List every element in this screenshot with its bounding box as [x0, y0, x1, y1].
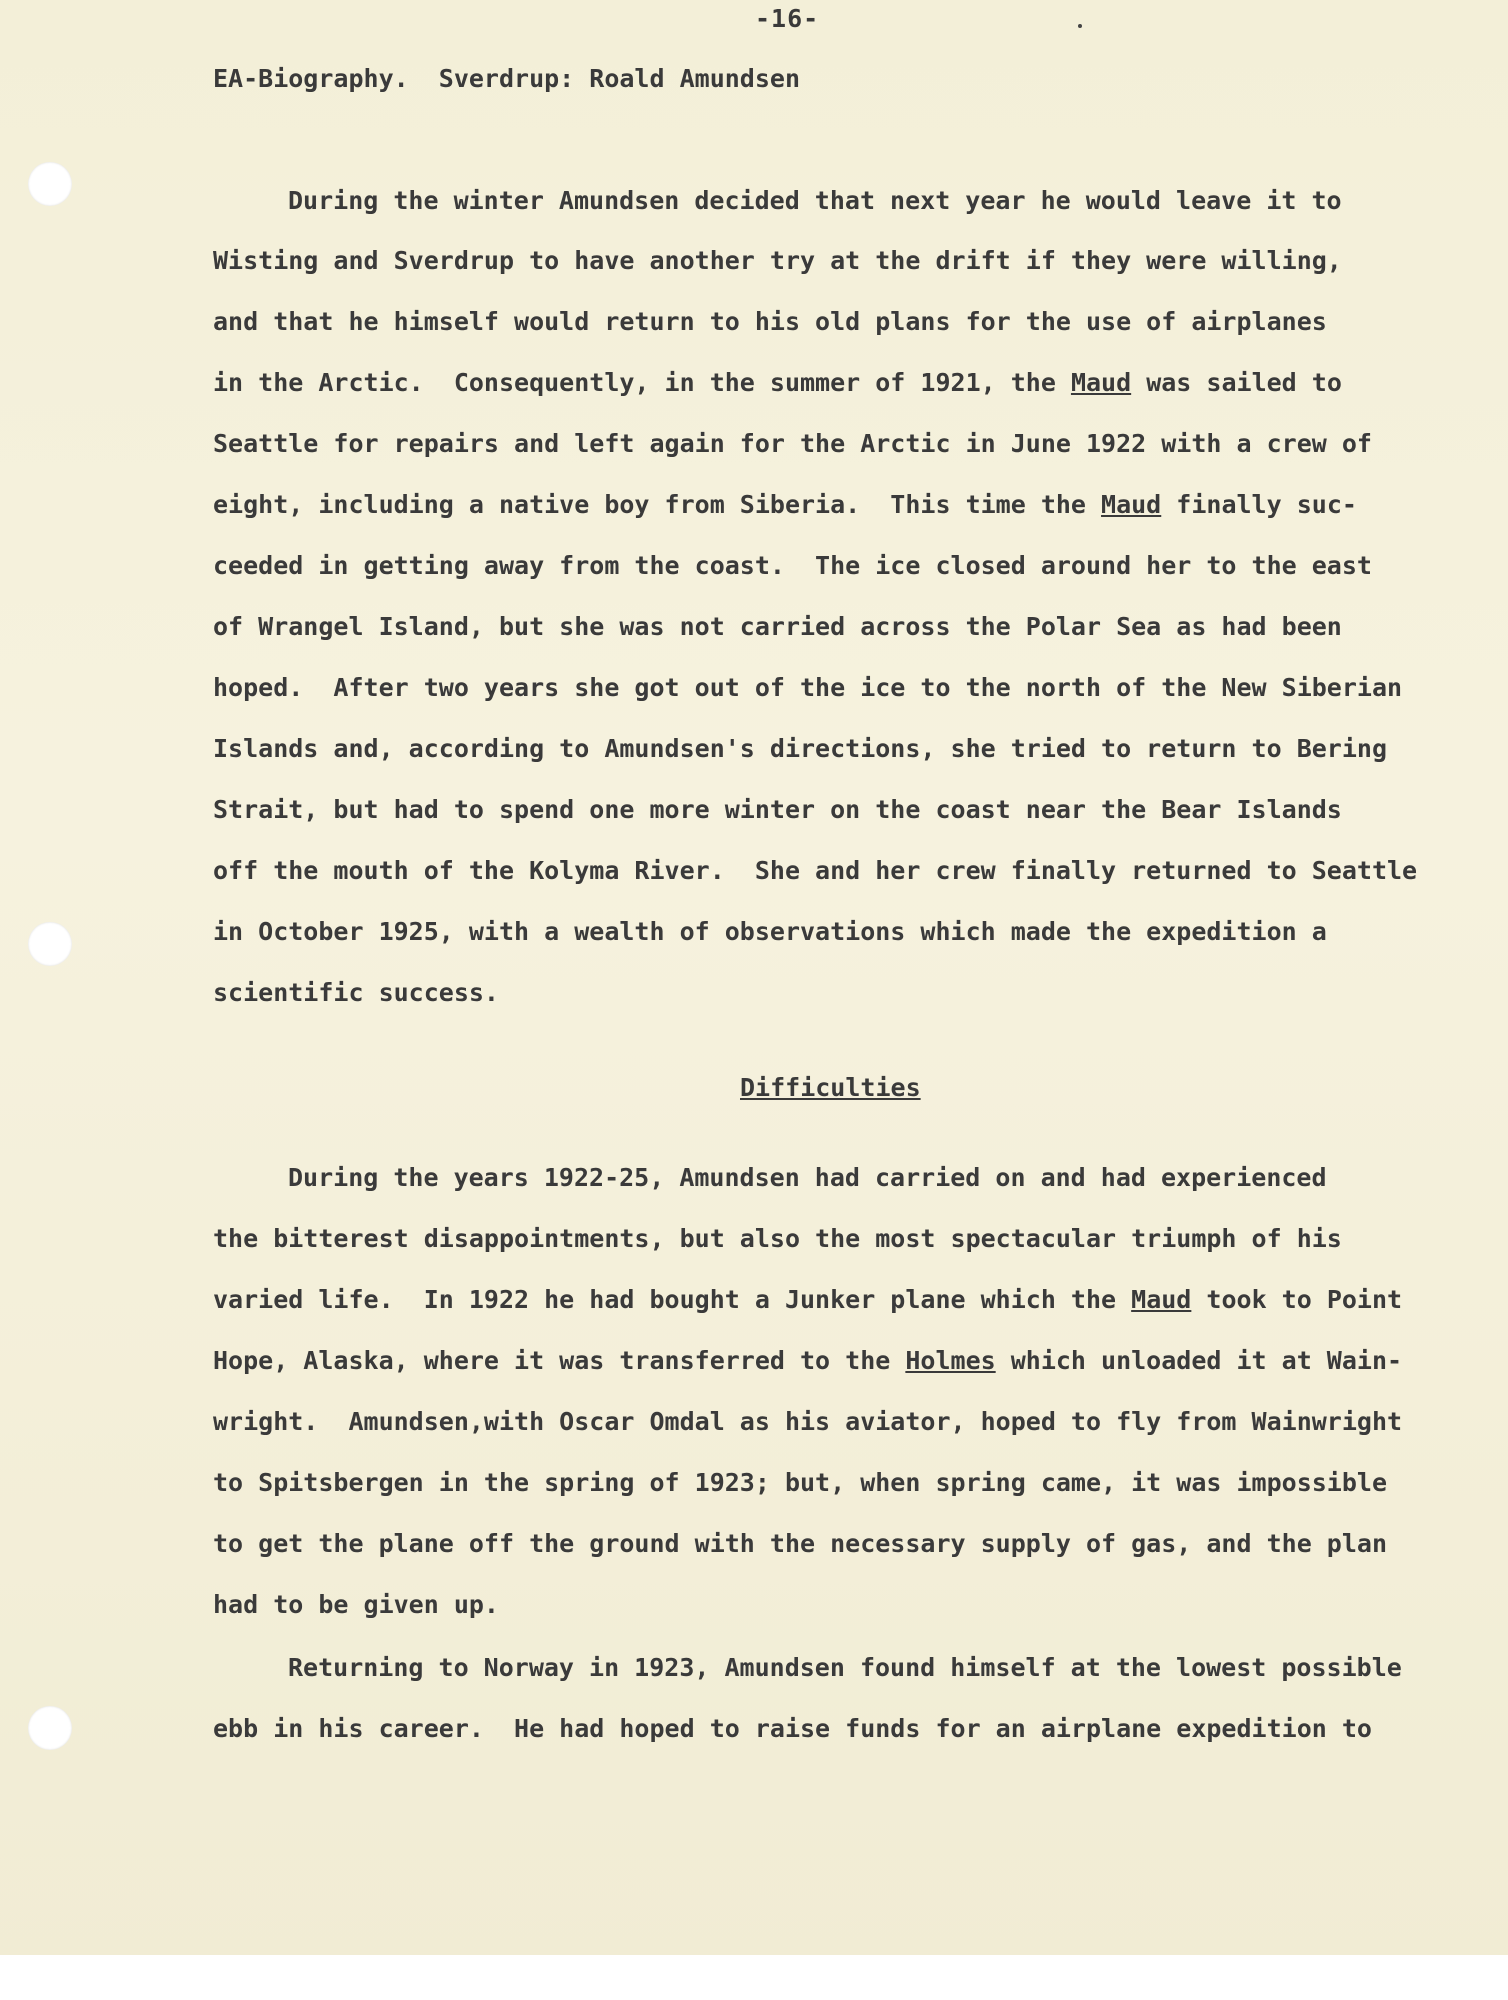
text-line: During the winter Amundsen decided that next year he would leave it to: [288, 186, 1342, 215]
text-line: off the mouth of the Kolyma River. She and her crew finally returned to Seattle: [213, 856, 1418, 885]
text-line: During the years 1922-25, Amundsen had carried on and had experienced: [288, 1163, 1327, 1192]
text-line: to get the plane off the ground with the necessary supply of gas, and the plan: [213, 1529, 1387, 1558]
text-line: hoped. After two years she got out of the ice to the north of the New Siberian: [213, 673, 1403, 702]
text-line: varied life. In 1922 he had bought a Junker plane which the Maud took to Point: [213, 1285, 1403, 1314]
text-line: the bitterest disappointments, but also the most spectacular triumph of his: [213, 1224, 1342, 1253]
text-line: Hope, Alaska, where it was transferred to the Holmes which unloaded it at Wain-: [213, 1346, 1403, 1375]
text-line: Wisting and Sverdrup to have another try at the drift if they were willing,: [213, 246, 1342, 275]
text-line: Seattle for repairs and left again for the Arctic in June 1922 with a crew of: [213, 429, 1372, 458]
text-line: scientific success.: [213, 978, 499, 1007]
text-line: had to be given up.: [213, 1590, 499, 1619]
scan-margin: [0, 1955, 1508, 2000]
punch-hole: [28, 1706, 72, 1750]
text-line: eight, including a native boy from Siberia. This time the Maud finally suc-: [213, 490, 1357, 519]
text-line: ceeded in getting away from the coast. The ice closed around her to the east: [213, 551, 1372, 580]
text-line: Returning to Norway in 1923, Amundsen found himself at the lowest possible: [288, 1653, 1402, 1682]
punch-hole: [28, 922, 72, 966]
text-line: of Wrangel Island, but she was not carried across the Polar Sea as had been: [213, 612, 1342, 641]
text-line: and that he himself would return to his old plans for the use of airplanes: [213, 307, 1327, 336]
page-number: -16-: [755, 4, 820, 33]
text-line: Strait, but had to spend one more winter on the coast near the Bear Islands: [213, 795, 1342, 824]
running-head: EA-Biography. Sverdrup: Roald Amundsen: [213, 64, 800, 93]
text-line: in October 1925, with a wealth of observations which made the expedition a: [213, 917, 1327, 946]
section-heading: Difficulties: [740, 1073, 921, 1102]
text-line: in the Arctic. Consequently, in the summer of 1921, the Maud was sailed to: [213, 368, 1342, 397]
text-line: ebb in his career. He had hoped to raise funds for an airplane expedition to: [213, 1714, 1372, 1743]
ink-dot: [1078, 24, 1082, 28]
text-line: to Spitsbergen in the spring of 1923; but, when spring came, it was impossible: [213, 1468, 1387, 1497]
text-line: wright. Amundsen,with Oscar Omdal as his aviator, hoped to fly from Wainwright: [213, 1407, 1403, 1436]
text-line: Islands and, according to Amundsen's directions, she tried to return to Bering: [213, 734, 1387, 763]
punch-hole: [28, 162, 72, 206]
